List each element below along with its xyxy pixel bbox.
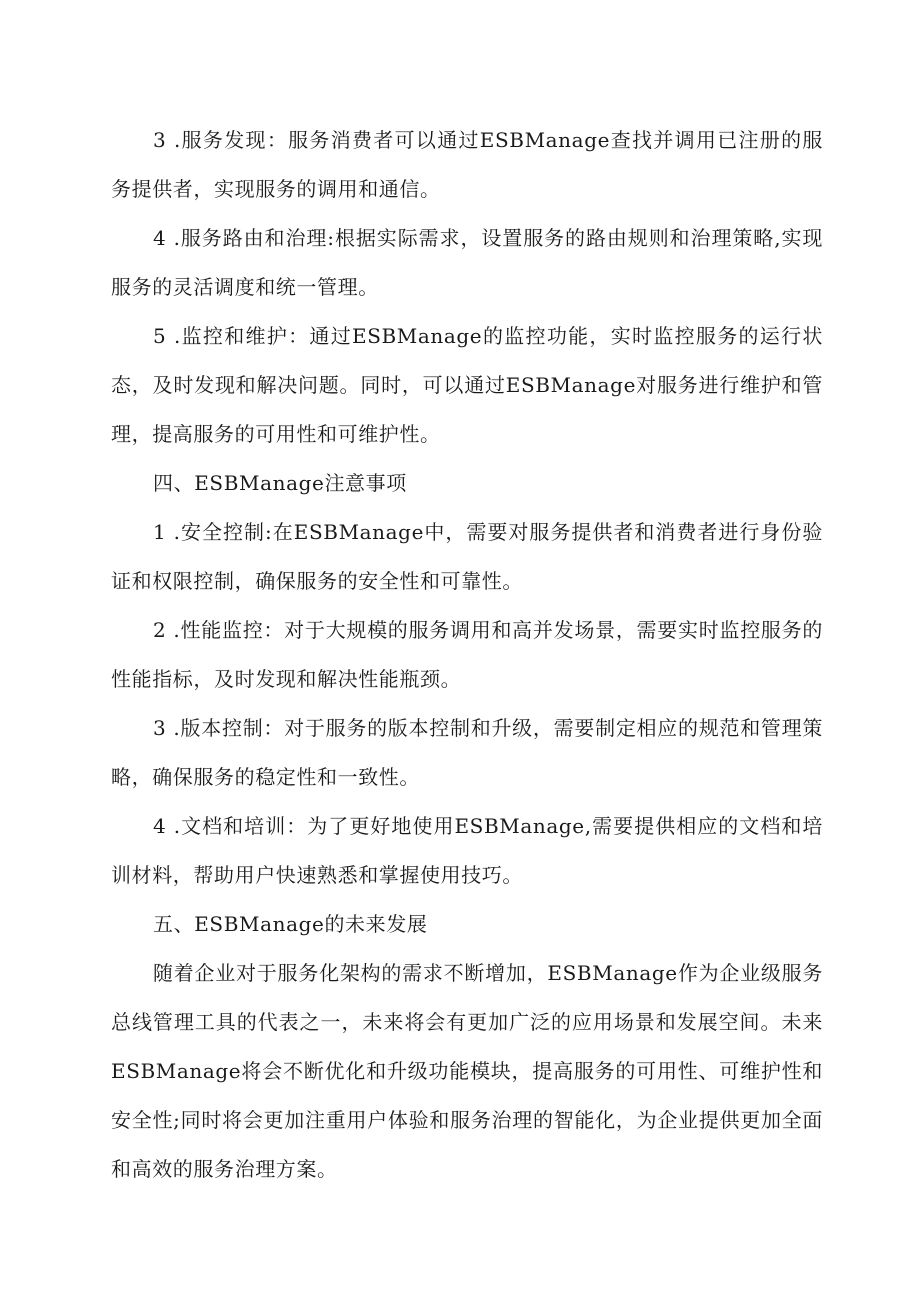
paragraph-security-control: 1 .安全控制:在ESBManage中，需要对服务提供者和消费者进行身份验证和权限控制，确保服务的安全性和可靠性。 [111,520,823,593]
paragraph-documentation-training: 4 .文档和培训：为了更好地使用ESBManage,需要提供相应的文档和培训材料，帮助用户快速熟悉和掌握使用技巧。 [111,814,823,887]
paragraph-version-control: 3 .版本控制：对于服务的版本控制和升级，需要制定相应的规范和管理策略，确保服务的稳定性和一致性。 [111,716,823,789]
paragraph-service-routing: 4 .服务路由和治理:根据实际需求，设置服务的路由规则和治理策略,实现服务的灵活调度和统一管理。 [111,226,823,299]
section-heading-future: 五、ESBManage的未来发展 [153,912,428,936]
paragraph-monitoring: 5 .监控和维护：通过ESBManage的监控功能，实时监控服务的运行状态，及时发现和解决问题。同时，可以通过ESBManage对服务进行维护和管理，提高服务的可用性和可维护性。 [111,324,823,446]
document-body [111,116,823,1194]
paragraph-future-development: 随着企业对于服务化架构的需求不断增加，ESBManage作为企业级服务总线管理工具的代表之一，未来将会有更加广泛的应用场景和发展空间。未来ESBManage将会不断优化和升级功能模块，提高服务的可用性、可维护性和安全性;同时将会更加注重用户体验和服务治理的智能化，为企业提供更加全面和高效的服务治理方案。 [111,961,823,1181]
paragraph-service-discovery: 3 .服务发现：服务消费者可以通过ESBManage查找并调用已注册的服务提供者，实现服务的调用和通信。 [111,128,823,201]
paragraph-performance-monitoring: 2 .性能监控：对于大规模的服务调用和高并发场景，需要实时监控服务的性能指标，及时发现和解决性能瓶颈。 [111,618,823,691]
section-heading-precautions: 四、ESBManage注意事项 [153,471,407,495]
